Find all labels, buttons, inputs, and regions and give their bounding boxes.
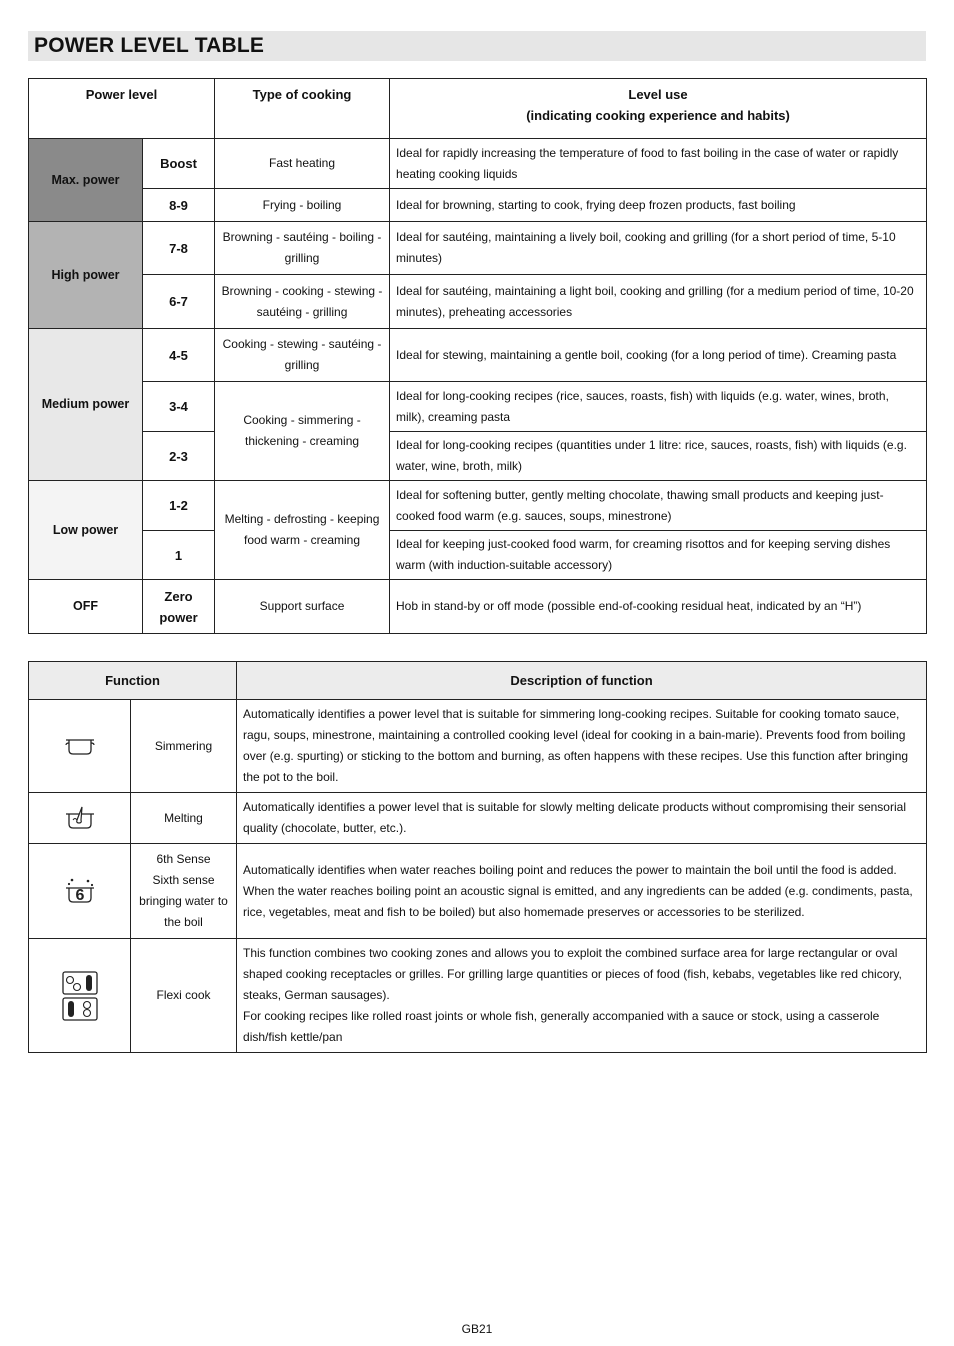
type-cell: Browning - sautéing - boiling - grilling [215, 222, 390, 275]
table-row [29, 531, 927, 580]
header-function: Function [29, 662, 237, 700]
type-cell: Cooking - stewing - sautéing - grilling [215, 329, 390, 382]
function-name-sixth-sense [131, 844, 237, 939]
table-row [29, 432, 927, 481]
sixth-sense-icon-digit: 6 [75, 887, 84, 904]
function-table [28, 661, 927, 1053]
table-row [29, 382, 927, 432]
type-cell: Cooking - simmering - thickening - creaming [215, 382, 390, 481]
function-icon-cell [29, 939, 131, 1053]
use-cell: Ideal for keeping just-cooked food warm, for creaming risottos and for keeping serving dishes warm (with induction-suitable accessory) [390, 531, 927, 580]
group-off: OFF [29, 580, 143, 634]
level-cell: 2-3 [143, 432, 215, 481]
use-cell: Ideal for long-cooking recipes (quantities under 1 litre: rice, sauces, roasts, fish) with liquids (e.g. water, wine, broth, milk) [390, 432, 927, 481]
type-cell: Frying - boiling [215, 189, 390, 222]
title-bar [28, 31, 926, 61]
table-row [29, 222, 927, 275]
power-level-table [28, 78, 927, 634]
type-cell: Browning - cooking - stewing - sautéing - grilling [215, 275, 390, 329]
type-cell: Melting - defrosting - keeping food warm - creaming [215, 481, 390, 580]
function-icon-cell [29, 700, 131, 793]
level-cell: 7-8 [143, 222, 215, 275]
table-row [29, 939, 927, 1053]
function-name-line: the boil [164, 915, 203, 929]
use-cell: Ideal for rapidly increasing the temperature of food to fast boiling in the case of water or rapidly heating cooking liquids [390, 139, 927, 189]
table-row [29, 189, 927, 222]
table-row [29, 481, 927, 531]
sixth-sense-boil-icon [63, 877, 97, 905]
level-cell: 4-5 [143, 329, 215, 382]
header-level-use [390, 79, 927, 139]
function-description: Automatically identifies when water reaches boiling point and reduces the power to maintain the boil until the food is added. When the water reaches boiling point an acoustic signal is emitted, and any ingredients can be added (e.g. condiments, pasta, rice, vegetables, meat and fish to be boiled) but also homemade preserves or accessories to be sterilized. [237, 844, 927, 939]
use-cell: Ideal for browning, starting to cook, frying deep frozen products, fast boiling [390, 189, 927, 222]
header-power-level: Power level [29, 79, 215, 139]
use-cell: Ideal for sautéing, maintaining a light boil, cooking and grilling (for a medium period of time, 10-20 minutes), preheating accessories [390, 275, 927, 329]
level-cell: Zero power [143, 580, 215, 634]
header-level-use-line2: (indicating cooking experience and habits) [526, 108, 790, 123]
function-name-line: bringing water to [139, 894, 228, 908]
table-row [29, 700, 927, 793]
type-cell: Fast heating [215, 139, 390, 189]
power-table-header-row [29, 79, 927, 139]
type-cell: Support surface [215, 580, 390, 634]
page-title: POWER LEVEL TABLE [34, 34, 265, 57]
table-row [29, 275, 927, 329]
table-row [29, 139, 927, 189]
use-cell: Hob in stand-by or off mode (possible end-of-cooking residual heat, indicated by an “H”) [390, 580, 927, 634]
function-description [237, 939, 927, 1053]
table-row [29, 329, 927, 382]
function-description: Automatically identifies a power level that is suitable for slowly melting delicate products without compromising their sensorial quality (chocolate, butter, etc.). [237, 793, 927, 844]
function-description-part2: For cooking recipes like rolled roast joints or whole fish, generally accompanied with a sauce or stock, using a casserole dish/fish kettle/pan [243, 1009, 880, 1044]
function-name-line: Sixth sense [152, 873, 215, 887]
function-name-line: 6th Sense [156, 852, 211, 866]
group-high-power: High power [29, 222, 143, 329]
group-low-power: Low power [29, 481, 143, 580]
function-description: Automatically identifies a power level that is suitable for simmering long-cooking recipes. Suitable for cooking tomato sauce, ragu, soups, minestrone, maintaining a controlled cooking level (ideal for cooking in a bain-marie). Prevents food from boiling over (e.g. spurting) or sticking to the bottom and burning, as often happens with these recipes. Use this function after bringing the pot to the boil. [237, 700, 927, 793]
table-row [29, 580, 927, 634]
function-name-simmering: Simmering [131, 700, 237, 793]
simmering-pot-icon [63, 735, 97, 757]
group-max-power: Max. power [29, 139, 143, 222]
level-cell: 8-9 [143, 189, 215, 222]
function-name-flexi-cook: Flexi cook [131, 939, 237, 1053]
use-cell: Ideal for long-cooking recipes (rice, sauces, roasts, fish) with liquids (e.g. water, wines, broth, milk), creaming pasta [390, 382, 927, 432]
use-cell: Ideal for softening butter, gently melting chocolate, thawing small products and keeping just-cooked food warm (e.g. sauces, soups, minestrone) [390, 481, 927, 531]
page-number: GB21 [461, 1322, 493, 1336]
function-icon-cell [29, 844, 131, 939]
function-table-header-row [29, 662, 927, 700]
function-name-melting: Melting [131, 793, 237, 844]
level-cell: Boost [143, 139, 215, 189]
level-cell: 1 [143, 531, 215, 580]
header-type-of-cooking: Type of cooking [215, 79, 390, 139]
level-cell: 6-7 [143, 275, 215, 329]
flexi-cook-zones-icon [60, 968, 100, 1024]
function-icon-cell [29, 793, 131, 844]
function-description-part1: This function combines two cooking zones and allows you to exploit the combined surface area for large rectangular or oval shaped cooking receptacles or grilles. For grilling large quantities or pieces of food (fish, kebabs, vegetables like red chicory, steaks, German sausages). [243, 946, 902, 1002]
level-cell: 3-4 [143, 382, 215, 432]
use-cell: Ideal for stewing, maintaining a gentle boil, cooking (for a long period of time). Creaming pasta [390, 329, 927, 382]
use-cell: Ideal for sautéing, maintaining a lively boil, cooking and grilling (for a short period of time, 5-10 minutes) [390, 222, 927, 275]
table-row [29, 793, 927, 844]
melting-pot-icon [63, 805, 97, 831]
table-row [29, 844, 927, 939]
header-description: Description of function [237, 662, 927, 700]
header-level-use-line1: Level use [628, 87, 688, 102]
group-medium-power: Medium power [29, 329, 143, 481]
level-cell: 1-2 [143, 481, 215, 531]
